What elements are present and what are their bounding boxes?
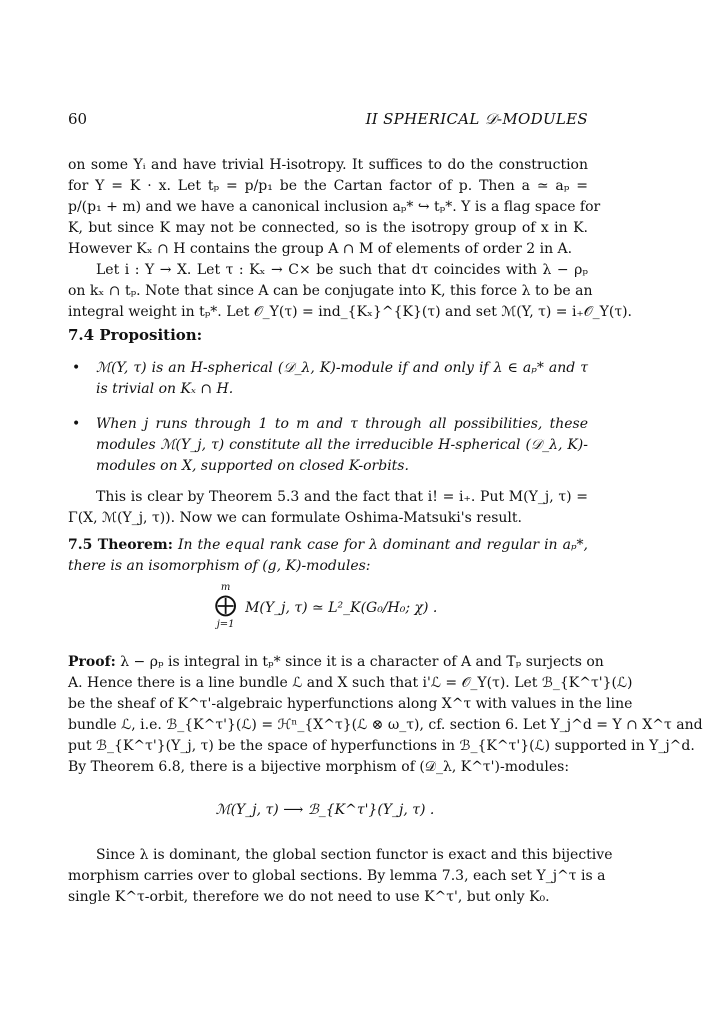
text-line: integral weight in tₚ*. Let 𝒪_Y(τ) = ind_{Kₓ}^{K}(τ) and set ℳ(Y, τ) = i₊𝒪_Y(τ).	[68, 304, 632, 320]
running-title: II SPHERICAL 𝒟-MODULES	[365, 110, 588, 128]
theorem-line	[68, 535, 588, 556]
text-line: is trivial on Kₓ ∩ H.	[96, 381, 234, 397]
text-line: single K^τ-orbit, therefore we do not need to use K^τ', but only K₀.	[68, 889, 550, 905]
text-line: on some Yᵢ and have trivial H-isotropy. It suffices to do the construction	[68, 157, 588, 173]
text-line: be the sheaf of K^τ'-algebraic hyperfunctions along X^τ with values in the line	[68, 696, 633, 712]
paragraph-2	[68, 260, 632, 323]
text-line: Since λ is dominant, the global section functor is exact and this bijective	[96, 847, 613, 863]
bullet-icon: •	[72, 416, 81, 432]
equation-body: M(Y_j, τ) ≃ L²_K(G₀/H₀; χ) .	[245, 600, 438, 616]
direct-sum-icon: ⨁	[214, 593, 237, 618]
bullet-icon: •	[72, 360, 81, 376]
theorem-7-5	[68, 535, 588, 577]
text-line: morphism carries over to global sections. By lemma 7.3, each set Y_j^τ is a	[68, 868, 606, 884]
text-line: on kₓ ∩ tₚ. Note that since A can be conjugate into K, this force λ to be an	[68, 283, 593, 299]
text-line: bundle ℒ, i.e. ℬ_{K^τ'}(ℒ) = ℋⁿ_{X^τ}(ℒ ⊗ ω_τ), cf. section 6. Let Y_j^d = Y ∩ X^τ and	[68, 717, 703, 733]
text-line: However Kₓ ∩ H contains the group A ∩ M of elements of order 2 in A.	[68, 241, 573, 257]
theorem-heading: 7.5 Theorem:	[68, 537, 173, 553]
proof-paragraph	[68, 652, 703, 778]
page-number: 60	[68, 110, 88, 128]
display-equation-1	[0, 583, 650, 633]
text-line: By Theorem 6.8, there is a bijective morphism of (𝒟_λ, K^τ')-modules:	[68, 759, 570, 775]
text-line: When j runs through 1 to m and τ through all possibilities, these	[96, 416, 588, 432]
theorem-text: In the equal rank case for λ dominant and regular in aₚ*,	[177, 537, 588, 553]
paragraph-3	[68, 487, 588, 529]
proposition-heading: 7.4 Proposition:	[68, 326, 203, 344]
sum-lower-limit: j=1	[216, 619, 235, 630]
text-line: for Y = K · x. Let tₚ = p/p₁ be the Cartan factor of p. Then a ≃ aₚ =	[68, 178, 588, 194]
paragraph-4	[68, 845, 613, 908]
text-line: This is clear by Theorem 5.3 and the fact that i! = i₊. Put M(Y_j, τ) =	[96, 489, 588, 505]
direct-sum-operator	[213, 583, 239, 633]
text-line: modules ℳ(Y_j, τ) constitute all the irreducible H-spherical (𝒟_λ, K)-	[96, 437, 588, 453]
text-line: Let i : Y → X. Let τ : Kₓ → C× be such that dτ coincides with λ − ρₚ	[96, 262, 588, 278]
text-line: ℳ(Y, τ) is an H-spherical (𝒟_λ, K)-module if and only if λ ∈ aₚ* and τ	[96, 360, 588, 376]
text-line: p/(p₁ + m) and we have a canonical inclusion aₚ* ↪ tₚ*. Y is a flag space for	[68, 199, 601, 215]
text-line: Γ(X, ℳ(Y_j, τ)). Now we can formulate Oshima-Matsuki's result.	[68, 510, 522, 526]
display-equation-2: ℳ(Y_j, τ) ⟶ ℬ_{K^τ'}(Y_j, τ) .	[215, 802, 435, 818]
sum-upper-limit: m	[220, 582, 231, 593]
proof-heading: Proof:	[68, 654, 116, 670]
text-line: modules on X, supported on closed K-orbits.	[96, 458, 409, 474]
paragraph-1	[68, 155, 601, 260]
theorem-text: there is an isomorphism of (g, K)-modules:	[68, 558, 371, 574]
text-line: put ℬ_{K^τ'}(Y_j, τ) be the space of hyperfunctions in ℬ_{K^τ'}(ℒ) supported in Y_j^d.	[68, 738, 695, 754]
proof-line	[68, 652, 604, 673]
text-line: K, but since K may not be connected, so is the isotropy group of x in K.	[68, 220, 588, 236]
text-line: A. Hence there is a line bundle ℒ and X such that i'ℒ = 𝒪_Y(τ). Let ℬ_{K^τ'}(ℒ)	[68, 675, 633, 691]
proof-text: λ − ρₚ is integral in tₚ* since it is a character of A and Tₚ surjects on	[120, 654, 604, 670]
